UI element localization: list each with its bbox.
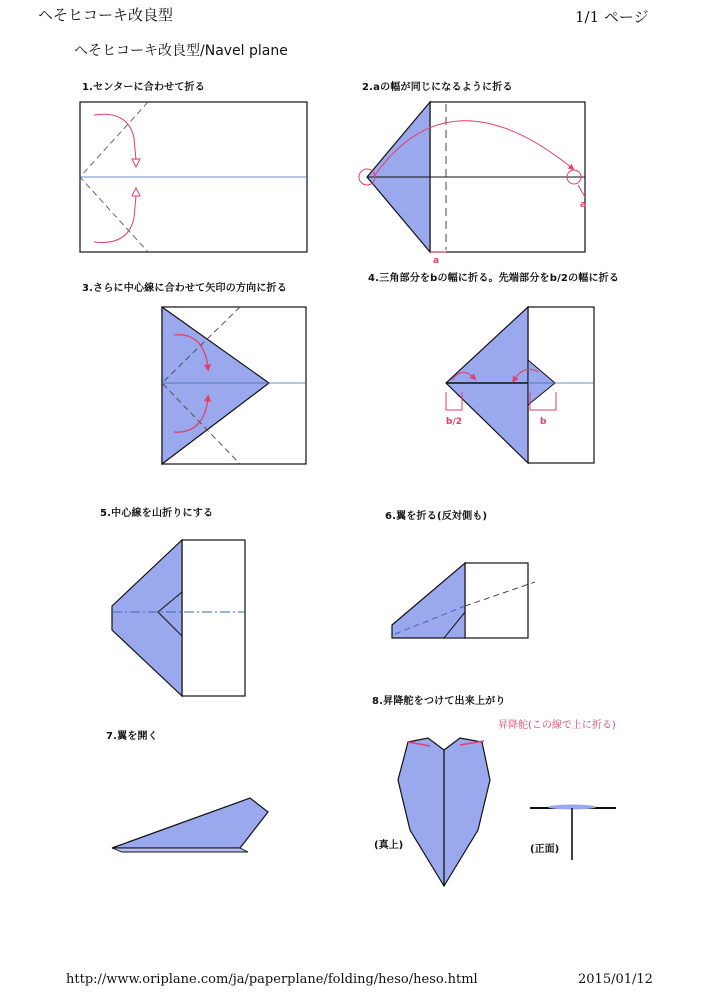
page-count: 1/1 ページ — [575, 8, 649, 26]
header-title: ヘそヒコーキ改良型 — [38, 6, 174, 24]
step-8-top-view — [398, 738, 490, 886]
step-2-diagram — [359, 102, 586, 266]
step-2-label-a-right: a — [580, 200, 587, 210]
step-5-label: 5.中心線を山折りにする — [100, 508, 214, 519]
step-1-label: 1.センターに合わせて折る — [82, 82, 205, 93]
step-8-front-view — [530, 805, 616, 861]
front-view-label: (正面) — [530, 844, 560, 855]
step-5-sheet — [182, 540, 245, 696]
step-7-label: 7.翼を開く — [106, 731, 158, 742]
step-4-folded-body — [446, 307, 528, 463]
step-8-label: 8.昇降舵をつけて出来上がり — [372, 696, 506, 707]
step-7-diagram — [112, 798, 268, 852]
step-2-label-a-bottom: a — [433, 256, 440, 266]
footer-date: 2015/01/12 — [578, 972, 653, 987]
step-6-diagram — [392, 563, 535, 638]
step-4-label-bhalf: b/2 — [446, 417, 462, 427]
step-7-wing — [112, 798, 268, 848]
step-3-diagram — [162, 307, 306, 464]
top-view-label: (真上) — [374, 840, 404, 851]
step-4-label-b: b — [540, 417, 547, 427]
step-7-body-edge — [112, 848, 248, 852]
step-2-label: 2.aの幅が同じになるように折る — [362, 82, 513, 93]
step-5-body — [112, 540, 182, 696]
step-6-label: 6.翼を折る(反対側も) — [385, 511, 488, 522]
step-6-sheet — [465, 563, 528, 638]
step-5-diagram — [112, 540, 245, 696]
elevator-note: 昇降舵(この線で上に折る) — [498, 720, 616, 731]
document-title: へそヒコーキ改良型/Navel plane — [74, 43, 288, 59]
step-1-diagram — [80, 102, 307, 252]
footer-url: http://www.oriplane.com/ja/paperplane/folding/heso/heso.html — [66, 972, 478, 987]
step-3-label: 3.さらに中心線に合わせて矢印の方向に折る — [82, 283, 287, 294]
step-4-label: 4.三角部分をbの幅に折る。先端部分をb/2の幅に折る — [368, 273, 620, 284]
step-4-diagram — [446, 307, 594, 463]
